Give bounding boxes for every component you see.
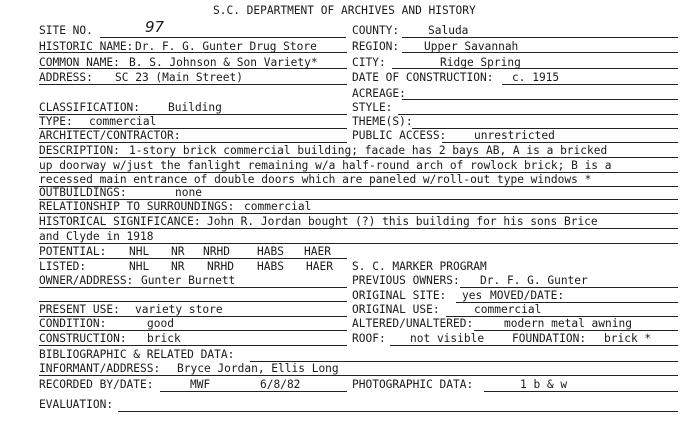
condition-value: good <box>147 317 174 330</box>
address-rule <box>39 84 347 85</box>
original-use-label: ORIGINAL USE: <box>352 303 440 316</box>
photographic-label: PHOTOGRAPHIC DATA: <box>352 378 474 391</box>
listed-option-nr: NR <box>171 260 185 273</box>
informant-label: INFORMANT/ADDRESS: <box>39 362 161 375</box>
acreage-rule <box>402 99 678 100</box>
owner-label: OWNER/ADDRESS: <box>39 274 134 287</box>
construction-rule <box>39 345 347 346</box>
potential-option-haer: HAER <box>304 245 331 258</box>
region-label: REGION: <box>352 40 400 53</box>
evaluation-rule <box>118 411 678 412</box>
historic-name-label: HISTORIC NAME: <box>39 40 134 53</box>
roof-foundation-rule <box>390 345 678 346</box>
site-no-rule <box>100 37 346 38</box>
region-value: Upper Savannah <box>424 40 519 53</box>
roof-label: ROOF: <box>352 332 386 345</box>
historical-significance-line-2: and Clyde in 1918 <box>39 230 154 243</box>
recorded-rule <box>160 391 347 392</box>
owner-rule <box>39 287 347 288</box>
county-value: Saluda <box>428 24 469 37</box>
foundation-value: brick * <box>604 332 652 345</box>
condition-rule <box>39 330 347 331</box>
original-site-value: yes <box>462 289 483 302</box>
listed-option-haer: HAER <box>306 260 333 273</box>
description-label: DESCRIPTION: <box>39 144 120 157</box>
listed-option-nhl: NHL <box>129 260 150 273</box>
recorded-date-value: 6/8/82 <box>260 378 301 391</box>
moved-date-label: MOVED/DATE: <box>490 289 565 302</box>
relationship-value: commercial <box>244 200 312 213</box>
style-rule <box>398 114 678 115</box>
informant-value: Bryce Jordan, Ellis Long <box>177 362 339 375</box>
relationship-rule <box>39 213 678 214</box>
photographic-value: 1 b & w <box>520 378 568 391</box>
bibliographic-label: BIBLIOGRAPHIC & RELATED DATA: <box>39 348 235 361</box>
original-use-value: commercial <box>474 303 542 316</box>
theme-label: THEME(S): <box>352 115 413 128</box>
city-rule <box>392 68 678 69</box>
description-rule-3 <box>39 186 678 187</box>
county-rule <box>402 37 678 38</box>
original-site-label: ORIGINAL SITE: <box>352 289 447 302</box>
owner-rule-2 <box>39 301 347 302</box>
county-label: COUNTY: <box>352 24 400 37</box>
architect-rule <box>39 142 347 143</box>
common-name-value: B. S. Johnson & Son Variety* <box>129 56 318 69</box>
acreage-label: ACREAGE: <box>352 87 406 100</box>
city-value: Ridge Spring <box>440 56 521 69</box>
region-rule <box>402 52 678 53</box>
condition-label: CONDITION: <box>39 317 107 330</box>
potential-option-nhl: NHL <box>129 245 150 258</box>
potential-option-nr: NR <box>171 245 185 258</box>
owner-value: Gunter Burnett <box>141 274 236 287</box>
potential-label: POTENTIAL: <box>39 245 107 258</box>
public-access-rule <box>442 142 678 143</box>
historical-significance-rule-2 <box>39 243 678 244</box>
classification-label: CLASSIFICATION: <box>39 101 141 114</box>
construction-value: brick <box>147 332 181 345</box>
listed-option-habs: HABS <box>257 260 284 273</box>
form-title: S.C. DEPARTMENT OF ARCHIVES AND HISTORY <box>213 4 476 17</box>
type-value: commercial <box>89 115 157 128</box>
style-label: STYLE: <box>352 101 393 114</box>
date-of-construction-rule <box>502 84 678 85</box>
outbuildings-value: none <box>175 186 202 199</box>
historic-name-rule <box>39 52 347 53</box>
description-line-1: 1-story brick commercial building; facade has 2 bays AB, A is a bricked <box>129 144 608 157</box>
historical-significance-label: HISTORICAL SIGNIFICANCE: <box>39 215 201 228</box>
type-label: TYPE: <box>39 115 73 128</box>
address-label: ADDRESS: <box>39 71 93 84</box>
altered-value: modern metal awning <box>504 317 632 330</box>
recorded-by-label: RECORDED BY/DATE: <box>39 378 154 391</box>
construction-label: CONSTRUCTION: <box>39 332 127 345</box>
photographic-rule <box>484 391 678 392</box>
listed-option-nrhd: NRHD <box>207 260 234 273</box>
recorded-by-value: MWF <box>190 378 211 391</box>
historical-significance-rule-1 <box>39 228 678 229</box>
description-rule-1 <box>39 157 678 158</box>
date-of-construction-label: DATE OF CONSTRUCTION: <box>352 71 494 84</box>
present-use-label: PRESENT USE: <box>39 303 120 316</box>
site-no-value: 97 <box>145 18 165 36</box>
common-name-label: COMMON NAME: <box>39 56 120 69</box>
public-access-value: unrestricted <box>474 129 555 142</box>
altered-rule <box>474 330 678 331</box>
potential-option-nrhd: NRHD <box>203 245 230 258</box>
date-of-construction-value: c. 1915 <box>512 71 560 84</box>
present-use-value: variety store <box>135 303 223 316</box>
listed-label: LISTED: <box>39 260 87 273</box>
architect-label: ARCHITECT/CONTRACTOR: <box>39 129 181 142</box>
previous-owners-rule <box>460 287 678 288</box>
potential-option-habs: HABS <box>257 245 284 258</box>
marker-program-label: S. C. MARKER PROGRAM <box>352 260 487 273</box>
city-label: CITY: <box>352 56 386 69</box>
roof-value: not visible <box>410 332 485 345</box>
description-line-2: up doorway w/just the fanlight remaining w/a half-round arch of rowlock brick; B is a <box>39 159 612 172</box>
altered-label: ALTERED/UNALTERED: <box>352 317 474 330</box>
site-no-label: SITE NO. <box>39 24 93 37</box>
address-value: SC 23 (Main Street) <box>115 71 243 84</box>
common-name-rule <box>39 68 347 69</box>
evaluation-label: EVALUATION: <box>39 398 114 411</box>
historic-name-value: Dr. F. G. Gunter Drug Store <box>135 40 317 53</box>
historical-significance-line-1: John R. Jordan bought (?) this building for his sons Brice <box>207 215 598 228</box>
public-access-label: PUBLIC ACCESS: <box>352 129 447 142</box>
previous-owners-label: PREVIOUS OWNERS: <box>352 274 460 287</box>
outbuildings-label: OUTBUILDINGS: <box>39 186 127 199</box>
classification-value: Building <box>168 101 222 114</box>
description-line-3: recessed main entrance of double doors which are paneled w/roll-out type windows * <box>39 173 592 186</box>
relationship-label: RELATIONSHIP TO SURROUNDINGS: <box>39 200 235 213</box>
informant-rule <box>39 375 678 376</box>
classification-rule <box>39 114 347 115</box>
potential-rule <box>39 258 347 259</box>
foundation-label: FOUNDATION: <box>512 332 587 345</box>
previous-owners-value: Dr. F. G. Gunter <box>480 274 588 287</box>
